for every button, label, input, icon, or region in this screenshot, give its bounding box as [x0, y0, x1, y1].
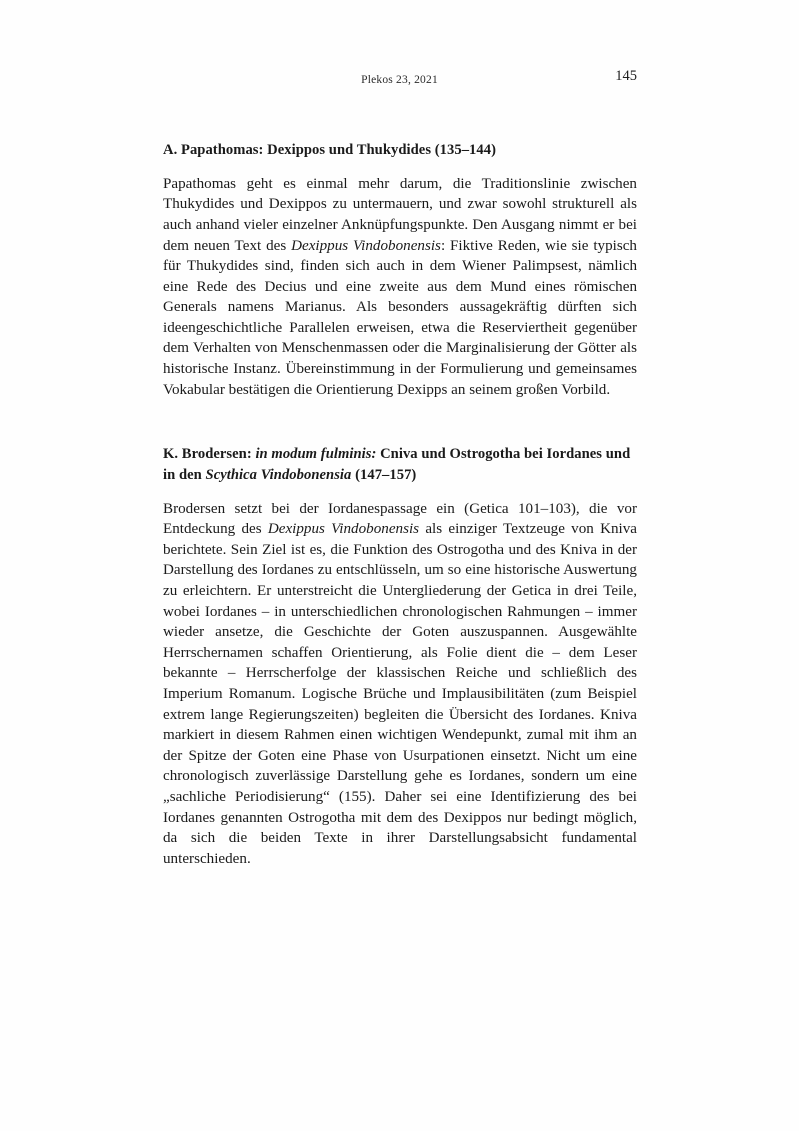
running-head	[162, 68, 637, 92]
text-column	[163, 140, 637, 869]
section-paragraph-brodersen: Brodersen setzt bei der Iordanespassage ein (Getica 101–103), die vor Entdeckung des Dexippus Vindobonensis als einziger Textzeuge von Kniva berichtete. Sein Ziel ist es, die Funktion des Ostrogotha und des Kniva in der Darstellung des Iordanes zu entschlüsseln, um so eine historische Auswertung zu erleichtern. Er unterstreicht die Untergliederung der Getica in drei Teile, wobei Iordanes – in unterschiedlichen chronologischen Rahmungen – immer wieder ansetze, die Geschichte der Goten auszuspannen. Ausgewählte Herrschernamen schaffen Orientierung, als Folie dient die – dem Leser bekannte – Herrscherfolge der klassischen Reiche und schließlich des Imperium Romanum. Logische Brüche und Implausibilitäten (zum Beispiel extrem lange Regierungszeiten) begleiten die Übersicht des Iordanes. Kniva markiert in diesem Rahmen einen wichtigen Wendepunkt, zumal mit ihm an der Spitze der Goten eine Phase von Usurpationen einsetzt. Nicht um eine chronologisch zuverlässige Darstellung gehe es Iordanes, sondern um eine „sachliche Periodisierung“ (155). Daher sei eine Identifizierung des bei Iordanes genannten Ostrogotha mit dem des Dexippos nur bedingt möglich, da sich die beiden Texte in ihrer Darstellungsabsicht fundamental unterschieden.	[163, 500, 638, 867]
page-number: 145	[615, 68, 637, 84]
heading-spacer	[163, 161, 637, 174]
section-spacer	[163, 400, 637, 444]
section-heading-brodersen: K. Brodersen: in modum fulminis: Cniva und Ostrogotha bei Iordanes und in den Scythica Vindobonensia (147–157)	[163, 446, 631, 483]
running-head-title: Plekos 23, 2021	[361, 74, 438, 86]
section-paragraph-papathomas: Papathomas geht es einmal mehr darum, die Traditionslinie zwischen Thukydides und Dexippos zu untermauern, und zwar sowohl strukturell als auch anhand vieler einzelner Anknüpfungspunkte. Den Ausgang nimmt er bei dem neuen Text des Dexippus Vindobonensis: Fiktive Reden, wie sie typisch für Thukydides sind, finden sich auch in dem Wiener Palimpsest, nämlich eine Rede des Decius und eine zweite aus dem Mund eines römischen Generals namens Marianus. Als besonders aussagekräftig dürften sich ideengeschichtliche Parallelen erweisen, etwa die Reserviertheit gegenüber dem Verhalten von Menschenmassen oder die Marginalisierung der Götter als historische Instanz. Übereinstimmung in der Formulierung und gemeinsames Vokabular bestätigen die Orientierung Dexipps an seinem großen Vorbild.	[163, 175, 637, 398]
section-heading-papathomas: A. Papathomas: Dexippos und Thukydides (135–144)	[163, 142, 497, 158]
heading-spacer	[163, 486, 637, 499]
